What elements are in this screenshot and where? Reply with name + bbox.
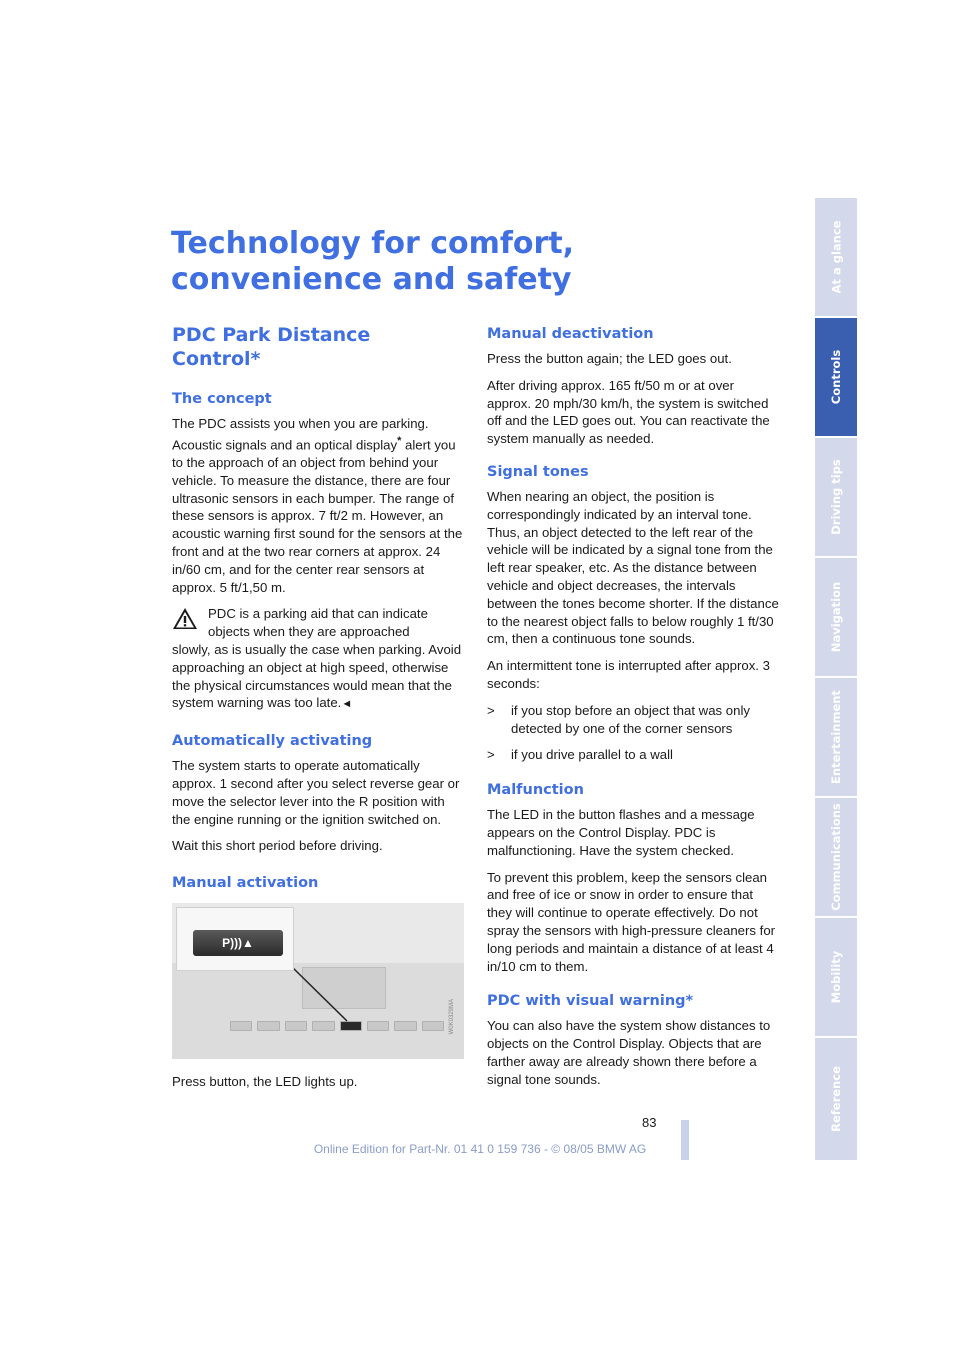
- heading-visual-warning: PDC with visual warning*: [487, 993, 694, 1010]
- visual-paragraph: You can also have the system show distances to objects on the Control Display. Objects that are farther away are already shown there before a signal tone sounds.: [487, 1018, 771, 1087]
- heading-manual-deactivation: Manual deactivation: [487, 326, 654, 342]
- warning-rest: slowly, as is usually the case when parking. Avoid approaching an object at high speed, otherwise the physical circumstances would mean that the system warning was too late.◄: [172, 641, 462, 711]
- list-item: > if you stop before an object that was only detected by one of the corner sensors: [487, 702, 750, 736]
- figure-caption: Press button, the LED lights up.: [172, 1074, 358, 1090]
- heading-concept: The concept: [172, 391, 272, 407]
- right-column: [487, 324, 779, 1098]
- tab-mobility[interactable]: Mobility: [829, 950, 843, 1004]
- malf-paragraph-2: To prevent this problem, keep the sensors clean and free of ice or snow in order to ensure that they will continue to operate effectively. Do not spray the sensors with high-pressure cleaners for long periods and maintain a distance of at least 4 in/10 cm to them.: [487, 869, 776, 974]
- deact-paragraph-1: Press the button again; the LED goes out.: [487, 351, 732, 366]
- tab-controls[interactable]: Controls: [815, 318, 857, 436]
- tab-communications[interactable]: Communications: [829, 803, 844, 911]
- footer-text: Online Edition for Part-Nr. 01 41 0 159 736 - © 08/05 BMW AG: [313, 1142, 647, 1156]
- list-item: > if you drive parallel to a wall: [487, 747, 673, 763]
- pdc-button-figure: [172, 903, 464, 1059]
- figure-code: W0K0329MA: [449, 999, 456, 1035]
- malf-paragraph-1: The LED in the button flashes and a message appears on the Control Display. PDC is malfunctioning. Have the system checked.: [487, 807, 755, 858]
- tab-at-a-glance[interactable]: At a glance: [829, 220, 843, 294]
- end-mark: ◄: [341, 698, 353, 711]
- section-heading-pdc: PDC Park Distance Control*: [172, 324, 371, 370]
- tab-navigation[interactable]: Navigation: [829, 581, 843, 653]
- heading-malfunction: Malfunction: [487, 782, 584, 799]
- tab-driving-tips[interactable]: Driving tips: [829, 459, 844, 535]
- deact-paragraph-2: After driving approx. 165 ft/50 m or at over approx. 20 mph/30 km/h, the system is switched off and the LED goes out. You can reactivate the system manually as needed.: [487, 377, 770, 447]
- signal-paragraph-1: When nearing an object, the position is correspondingly indicated by an interval tone. Thus, an object detected to the left rear of the vehicle will be indicated by a signal tone from the left rear speaker, etc. As the distance between vehicle and object decreases, the intervals between the tones become shorter. If the distance to the nearest object falls to below roughly 1 ft/30 cm, then a continuous tone sounds.: [487, 488, 779, 647]
- auto-paragraph-1: The system starts to operate automatically approx. 1 second after you select reverse gear or move the selector lever into the R position with the engine running or the ignition switched on.: [172, 758, 460, 827]
- left-column: [172, 323, 464, 1091]
- heading-manual-activation: Manual activation: [172, 875, 319, 892]
- button-inset: [176, 907, 294, 971]
- tab-entertainment[interactable]: Entertainment: [829, 690, 843, 784]
- warning-note: [172, 605, 464, 714]
- heading-signal-tones: Signal tones: [487, 463, 589, 480]
- warning-triangle-icon: [172, 607, 198, 630]
- auto-paragraph-2: Wait this short period before driving.: [172, 838, 383, 854]
- warning-first-lines: PDC is a parking aid that can indicate objects when they are approached: [208, 606, 428, 640]
- optional-equipment-star: *: [397, 434, 402, 447]
- signal-paragraph-2: An intermittent tone is interrupted after approx. 3 seconds:: [487, 658, 770, 691]
- heading-auto-activation: Automatically activating: [172, 733, 373, 750]
- page-number: 83: [642, 1115, 657, 1130]
- pdc-button-icon: P)))▲: [193, 930, 283, 956]
- concept-paragraph: The PDC assists you when you are parking. Acoustic signals and an optical display* alert you to the approach of an object from behind your vehicle. To measure the distance, there are four ultrasonic sensors in each bumper. The range of these sensors is approx. 7 ft/2 m. However, an acoustic warning first sound for the sensors at the front and at the two rear corners at approx. 24 in/60 cm, and for the center rear sensors at approx. 5 ft/1,50 m.: [172, 416, 463, 595]
- chapter-sidebar: [815, 198, 857, 1160]
- page-title: Technology for comfort, convenience and safety: [171, 226, 575, 297]
- tab-reference[interactable]: Reference: [829, 1066, 844, 1132]
